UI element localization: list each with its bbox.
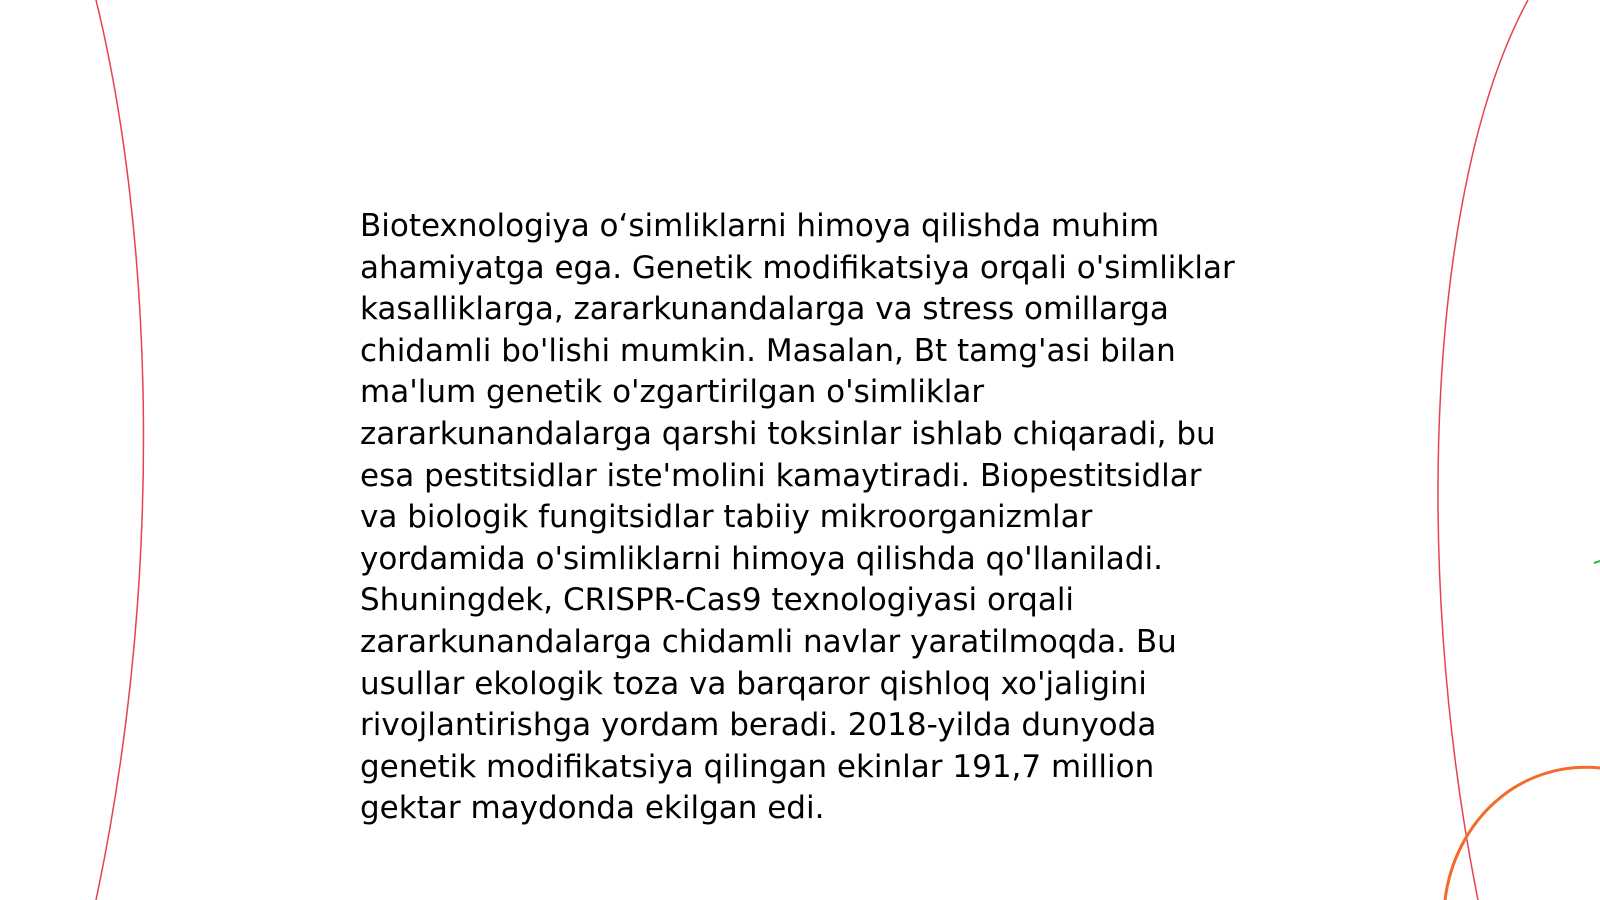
green-accent-mark <box>1594 561 1600 563</box>
right-red-curve <box>1438 0 1528 900</box>
body-paragraph: Biotexnologiya o‘simliklarni himoya qilishda muhim ahamiyatga ega. Genetik modifikatsiya orqali o'simliklar kasalliklarga, zararkunandalarga va stress omillarga chidamli bo'lishi mumkin. Masalan, Bt tamg'asi bilan ma'lum genetik o'zgartirilgan o'simliklar zararkunandalarga qarshi toksinlar ishlab chiqaradi, bu esa pestitsidlar iste'molini kamaytiradi. Biopestitsidlar va biologik fungitsidlar tabiiy mikroorganizmlar yordamida o'simliklarni himoya qilishda qo'llaniladi. Shuningdek, CRISPR-Cas9 texnologiyasi orqali zararkunandalarga chidamli navlar yaratilmoqda. Bu usullar ekologik toza va barqaror qishloq xo'jaligini rivojlantirishga yordam beradi. 2018-yilda dunyoda genetik modifikatsiya qilingan ekinlar 191,7 million gektar maydonda ekilgan edi. <box>360 208 1235 827</box>
orange-arc <box>1445 767 1600 900</box>
left-red-curve <box>96 0 143 900</box>
